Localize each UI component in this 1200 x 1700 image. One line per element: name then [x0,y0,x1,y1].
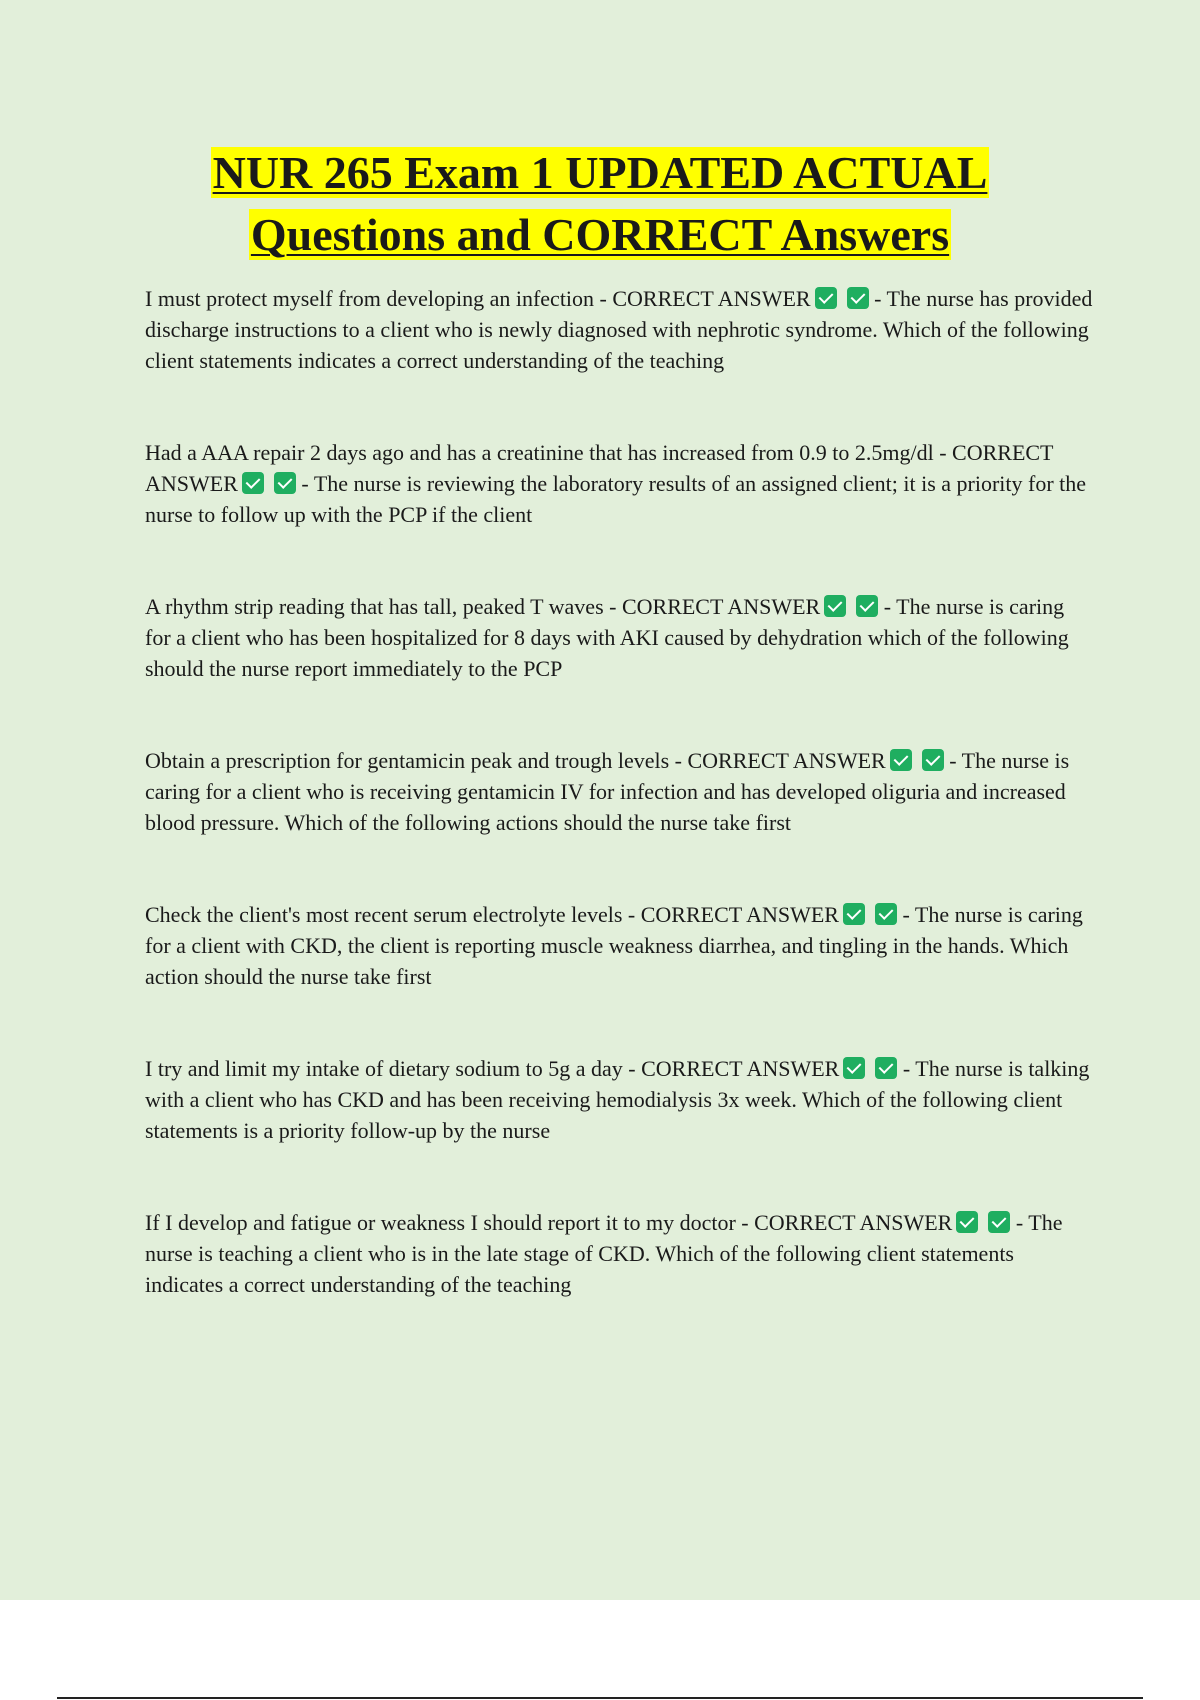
check-mark-icon [242,472,264,494]
answer-text: I must protect myself from developing an infection - CORRECT ANSWER [145,286,811,311]
qa-list [145,283,1095,1300]
answer-text: Check the client's most recent serum electrolyte levels - CORRECT ANSWER [145,902,839,927]
answer-text: Had a AAA repair 2 days ago and has a creatinine that has increased from 0.9 to 2.5mg/dl - CORRECT ANSWER [145,440,1054,496]
check-mark-icon [824,595,846,617]
check-mark-icon [988,1211,1010,1233]
question-text: - The nurse is caring for a client who is receiving gentamicin IV for infection and has developed oliguria and increased blood pressure. Which of the following actions should the nurse take first [145,748,1070,835]
check-mark-icon [274,472,296,494]
check-mark-icon [843,903,865,925]
question-text: - The nurse is teaching a client who is in the late stage of CKD. Which of the following client statements indicates a correct understanding of the teaching [145,1210,1063,1297]
question-text: - The nurse is reviewing the laboratory results of an assigned client; it is a priority for the nurse to follow up with the PCP if the client [145,471,1087,527]
question-text: - The nurse is talking with a client who has CKD and has been receiving hemodialysis 3x week. Which of the following client statements is a priority follow-up by the nurse [145,1056,1090,1143]
question-text: - The nurse is caring for a client with CKD, the client is reporting muscle weakness diarrhea, and tingling in the hands. Which action should the nurse take first [145,902,1083,989]
check-mark-icon [847,287,869,309]
check-mark-icon [815,287,837,309]
qa-item [145,1207,1095,1300]
check-mark-icon [956,1211,978,1233]
check-mark-icon [875,1057,897,1079]
qa-item [145,283,1095,376]
qa-item [145,437,1095,530]
question-text: - The nurse is caring for a client who has been hospitalized for 8 days with AKI caused by dehydration which of the following should the nurse report immediately to the PCP [145,594,1069,681]
title-line-1: NUR 265 Exam 1 UPDATED ACTUAL [212,147,988,198]
qa-item [145,899,1095,992]
answer-text: If I develop and fatigue or weakness I should report it to my doctor - CORRECT ANSWER [145,1210,953,1235]
check-mark-icon [922,749,944,771]
answer-text: I try and limit my intake of dietary sodium to 5g a day - CORRECT ANSWER [145,1056,840,1081]
footer-divider [57,1697,1143,1699]
answer-text: Obtain a prescription for gentamicin peak and trough levels - CORRECT ANSWER [145,748,886,773]
qa-item [145,745,1095,838]
check-mark-icon [890,749,912,771]
answer-text: A rhythm strip reading that has tall, peaked T waves - CORRECT ANSWER [145,594,821,619]
title-line-2: Questions and CORRECT Answers [250,209,950,260]
check-mark-icon [843,1057,865,1079]
check-mark-icon [875,903,897,925]
check-mark-icon [856,595,878,617]
question-text: - The nurse has provided discharge instructions to a client who is newly diagnosed with nephrotic syndrome. Which of the following client statements indicates a correct understanding of the teaching [145,286,1093,373]
qa-item [145,591,1095,684]
document-title [0,142,1200,266]
qa-item [145,1053,1095,1146]
